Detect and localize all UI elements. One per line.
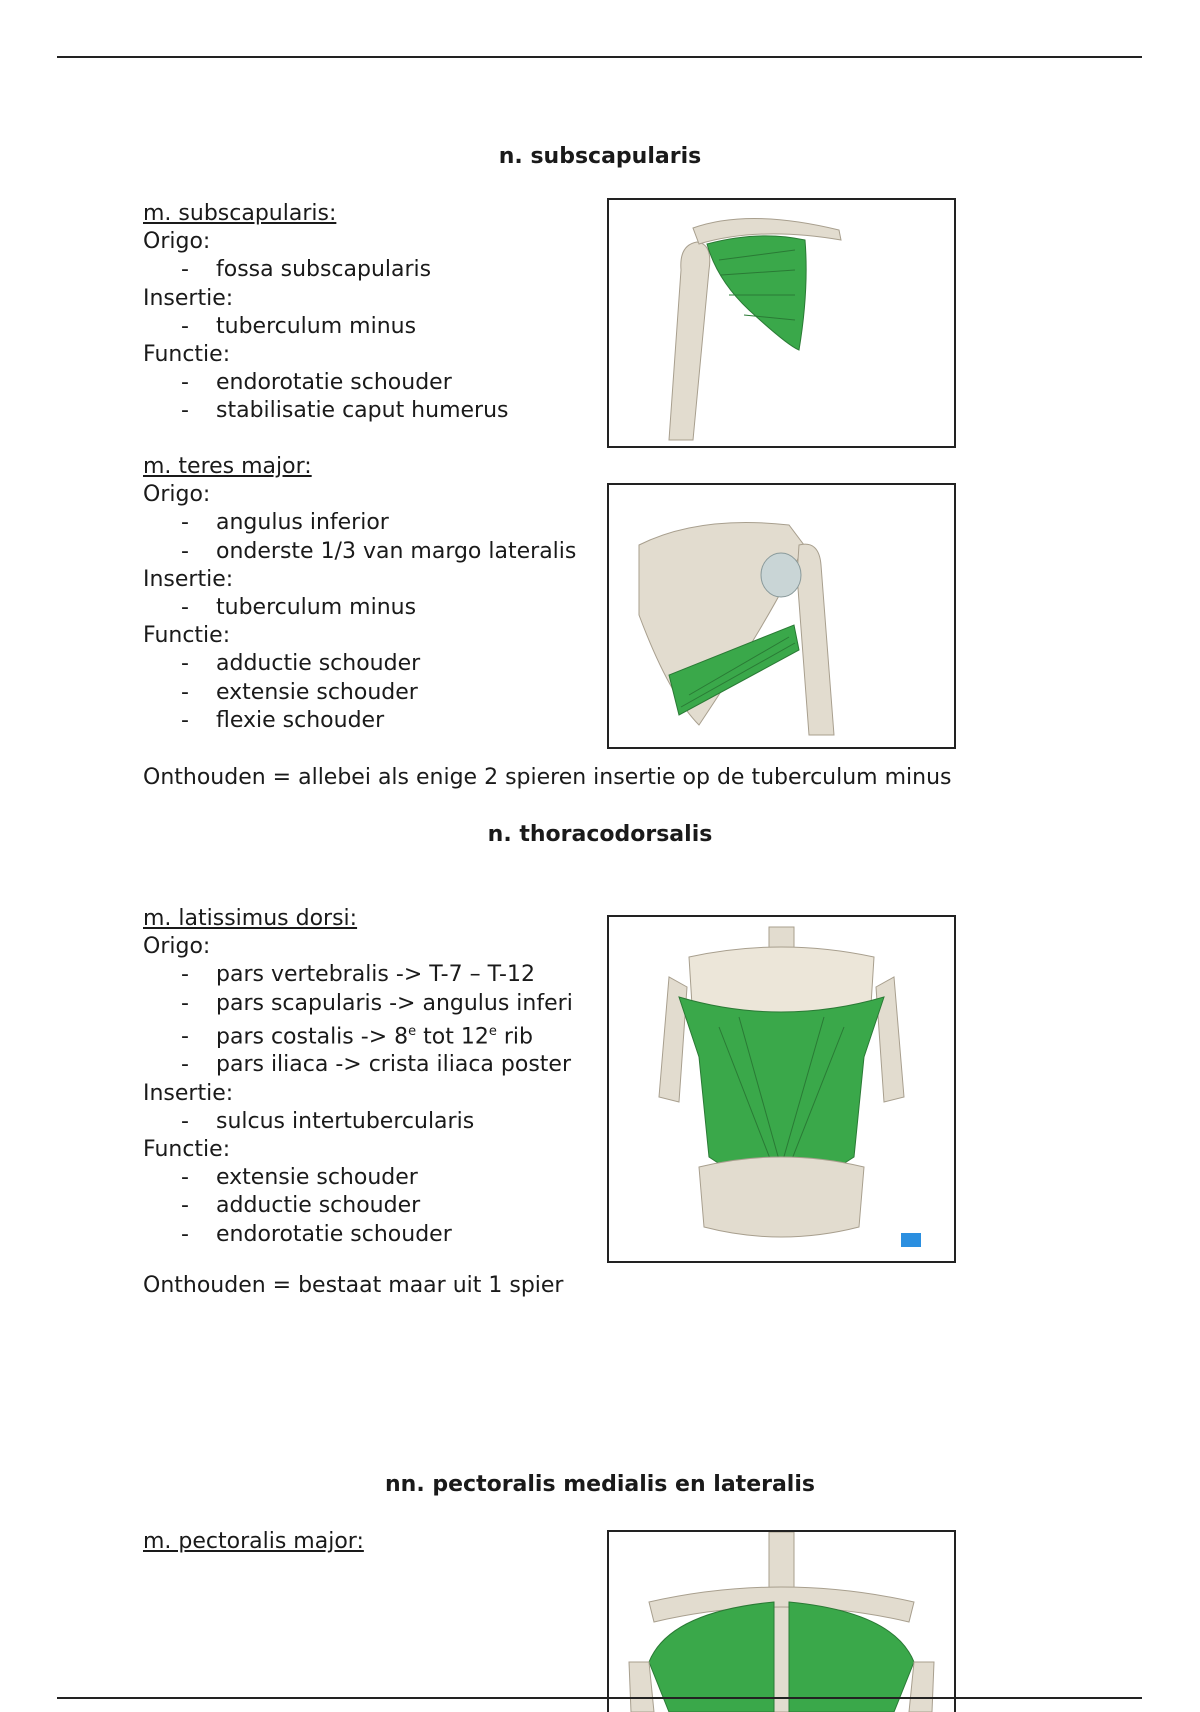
muscle-title: m. teres major: xyxy=(143,454,312,479)
list-item: - stabilisatie caput humerus xyxy=(181,398,509,424)
muscle-subscapularis xyxy=(143,200,509,426)
list-item: - onderste 1/3 van margo lateralis xyxy=(181,538,577,564)
muscle-title: m. latissimus dorsi: xyxy=(143,906,358,931)
list-item: - tuberculum minus xyxy=(181,595,417,621)
origo-label: Origo: xyxy=(143,482,211,508)
heading-subscapularis: n. subscapularis xyxy=(498,144,702,169)
list-item: - extensie schouder xyxy=(181,1165,418,1191)
muscle-pectoralis-major xyxy=(143,1528,364,1556)
list-item: - angulus inferior xyxy=(181,510,389,536)
list-item: - pars iliaca -> crista iliaca poster xyxy=(181,1052,571,1078)
subscapularis-illustration xyxy=(609,200,954,446)
figure-pectoralis-major xyxy=(607,1530,956,1712)
list-item: - adductie schouder xyxy=(181,651,421,677)
bottom-rule xyxy=(57,1697,1142,1699)
list-item: - sulcus intertubercularis xyxy=(181,1108,475,1134)
list-item: - endorotatie schouder xyxy=(181,370,452,396)
list-item: - flexie schouder xyxy=(181,707,385,733)
pectoralis-illustration xyxy=(609,1532,954,1712)
latissimus-illustration xyxy=(609,917,954,1261)
list-item: - adductie schouder xyxy=(181,1193,421,1219)
list-item: - pars vertebralis -> T-7 – T-12 xyxy=(181,962,535,988)
insertie-label: Insertie: xyxy=(143,285,234,311)
origo-label: Origo: xyxy=(143,934,211,960)
list-item: - pars scapularis -> angulus inferi xyxy=(181,990,573,1016)
muscle-title: m. subscapularis: xyxy=(143,201,337,226)
functie-label: Functie: xyxy=(143,623,231,649)
muscle-teres-major xyxy=(143,453,576,735)
figure-subscapularis xyxy=(607,198,956,448)
muscle-latissimus-dorsi xyxy=(143,905,573,1249)
teres-major-illustration xyxy=(609,485,954,747)
list-item: - extensie schouder xyxy=(181,679,418,705)
list-item: - pars costalis -> $8^e$ tot 12e rib xyxy=(181,1023,533,1050)
list-item: - fossa subscapularis xyxy=(181,257,432,283)
heading-pectoralis: nn. pectoralis medialis en lateralis xyxy=(385,1472,815,1497)
list-item: - endorotatie schouder xyxy=(181,1221,452,1247)
figure-teres-major xyxy=(607,483,956,749)
figure-latissimus-dorsi xyxy=(607,915,956,1263)
origo-label: Origo: xyxy=(143,229,211,255)
muscle-title: m. pectoralis major: xyxy=(143,1529,364,1554)
note-subscapularis: Onthouden = allebei als enige 2 spieren insertie op de tuberculum minus xyxy=(143,765,952,790)
heading-thoracodorsalis: n. thoracodorsalis xyxy=(487,822,713,847)
insertie-label: Insertie: xyxy=(143,1080,234,1106)
top-rule xyxy=(57,56,1142,58)
functie-label: Functie: xyxy=(143,1136,231,1162)
functie-label: Functie: xyxy=(143,342,231,368)
insertie-label: Insertie: xyxy=(143,566,234,592)
note-thoracodorsalis: Onthouden = bestaat maar uit 1 spier xyxy=(143,1273,564,1298)
list-item: - tuberculum minus xyxy=(181,313,417,339)
